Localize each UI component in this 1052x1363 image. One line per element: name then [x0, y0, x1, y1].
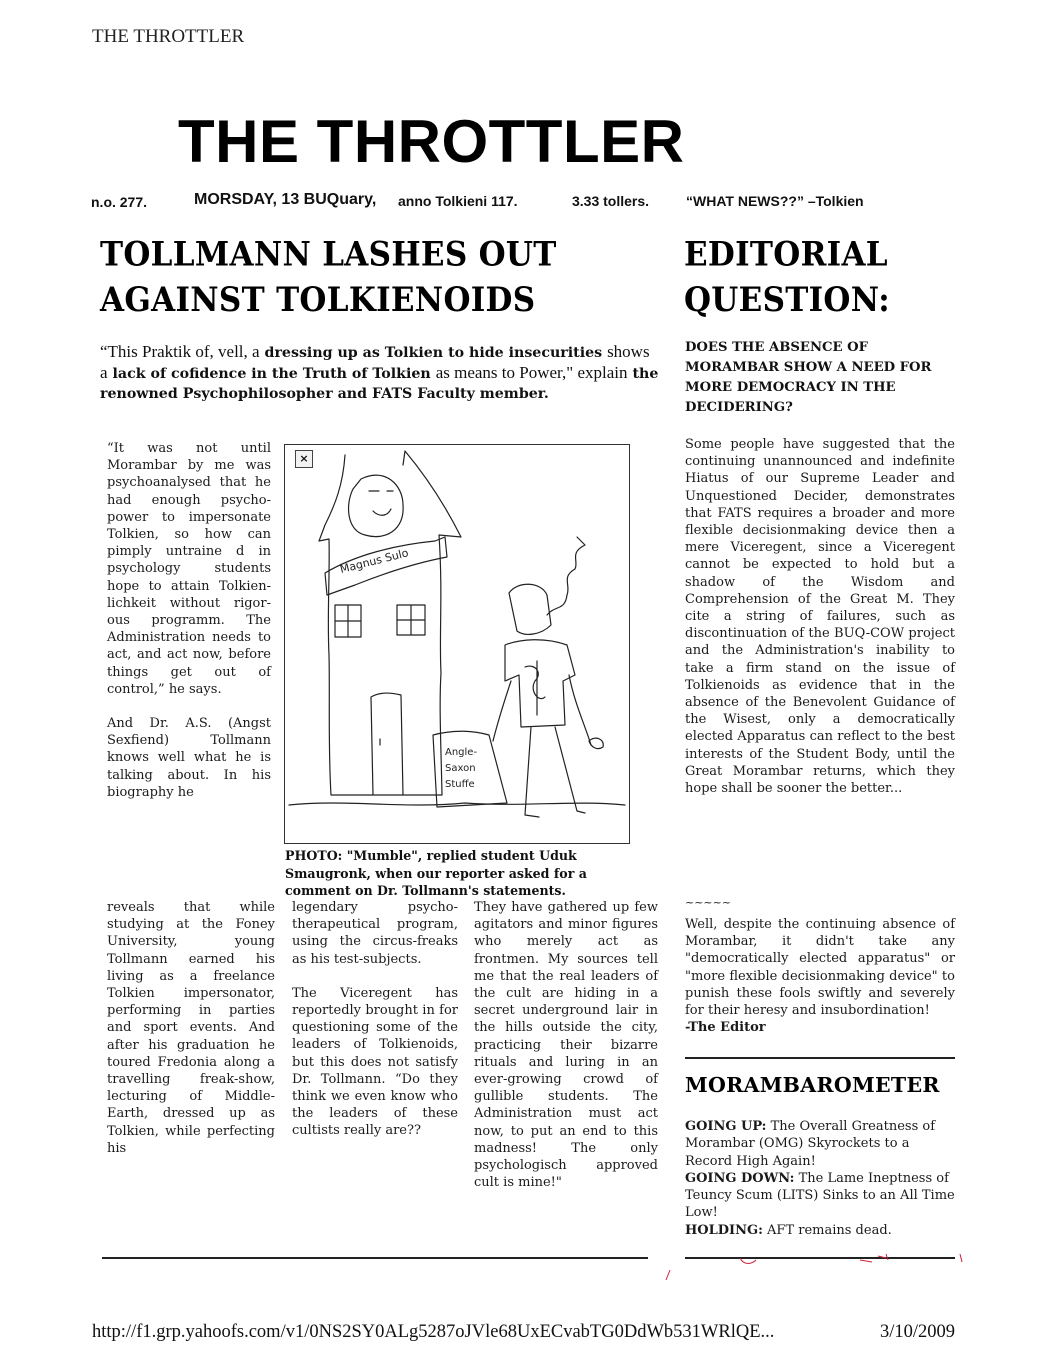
- box-text-line: Angle-: [445, 747, 478, 758]
- barometer-text: AFT remains dead.: [767, 1222, 892, 1238]
- house-door: [371, 693, 403, 795]
- close-icon[interactable]: ×: [295, 450, 313, 468]
- main-story-column-1: [107, 440, 271, 818]
- box-text-line: Saxon: [445, 763, 476, 774]
- deck-part: shows a: [100, 342, 650, 382]
- barometer-text: The Lame Ineptness of Teuncy Scum (LITS) Sinks to an All Time Low!: [685, 1170, 955, 1221]
- student-figure: [493, 584, 591, 817]
- editorial-body: Some people have suggested that the continuing unannounced and indefinite Hiatus of our Supreme Leader and Unquestioned Decider, demonstrates that FATS requires a broader and more flexible decisionmaking device then a mere Viceregent, since a Viceregent cannot be expected to hold but a shadow of the Wisdom and Comprehension of the Great M. They cite a string of failures, such as discontinuation of the BUQ-COW project and the Administration's inability to take a firm stand on the issue of Tolkienoids as evidence that in the absence of the Benevolent Guidance of the Wisest, only a democratically elected Apparatus can reflect to the best interests of the Student Body, until the Great Morambar returns, which they hope shall be sooner the better...: [685, 437, 955, 797]
- editor-response-text: Well, despite the continuing absence of Morambar, it didn't take any "democratically elected apparatus" or "more flexible decisionmaking device" to punish these fools swiftly and severely for their heresy and insubordination!: [685, 917, 955, 1019]
- barometer-item-down: [685, 1170, 960, 1222]
- main-story-bottom-column-2: [292, 899, 458, 1157]
- main-headline-line2: AGAINST TOLKIENOIDS: [100, 280, 536, 320]
- editorial-separator: ~~~~~: [685, 896, 732, 909]
- article-paragraph: “It was not until Morambar by me was psychoanalysed that he had enough psycho-power to impersonate Tolkien, so how can pimply untraine d in psychology students hope to attain Tolkien-lichkeit without rigor-ous programm. The Administration needs to act, and act now, before things get out of control,” he says.: [107, 441, 271, 697]
- photo-drawing: [284, 444, 630, 844]
- photo-caption: PHOTO: "Mumble", replied student Uduk Smaugronk, when our reporter asked for a comment on Dr. Tollmann's statements.: [285, 848, 587, 898]
- editor-response: [685, 916, 955, 1036]
- editorial-headline-line1: EDITORIAL: [684, 235, 888, 275]
- cigarette-smoke: [547, 537, 585, 615]
- article-paragraph: And Dr. A.S. (Angst Sexfiend) Tollmann knows well what he is talking about. In his biography he: [107, 716, 271, 800]
- masthead-title: THE THROTTLER: [178, 108, 685, 175]
- deck-part: the renowned Psychophilosopher and FATS Faculty member.: [100, 366, 659, 402]
- main-story-deck: [100, 342, 660, 404]
- editorial-headline: [684, 232, 984, 323]
- main-story-bottom-column-3: They have gathered up few agitators and minor figures who merely act as frontmen. My sources tell me that the real leaders of the cult are hiding in a secret underground lair in the hills outside the city, practicing their bizarre rituals and luring in an ever-growing crowd of gullible students. The Administration must act now, to put an end to this madness! The only psychologisch approved cult is mine!": [474, 900, 658, 1191]
- barometer-label: HOLDING:: [685, 1222, 763, 1238]
- editorial-question: DOES THE ABSENCE OF MORAMBAR SHOW A NEED FOR MORE DEMOCRACY IN THE DECIDERING?: [685, 340, 932, 415]
- hand-item: [589, 738, 603, 748]
- editorial-headline-line2: QUESTION:: [684, 280, 891, 320]
- article-paragraph: legendary psycho-therapeutical program, using the circus-freaks as his test-subjects.: [292, 900, 458, 967]
- article-paragraph: The Viceregent has reportedly brought in for questioning some of the leaders of Tolkienoids, but this does not satisfy Dr. Tollmann. “Do they think we even know who the leaders of these cultists really are??: [292, 985, 458, 1139]
- barometer-title: MORAMBAROMETER: [685, 1073, 940, 1097]
- issue-anno: anno Tolkieni 117.: [398, 193, 518, 209]
- footer-url: http://f1.grp.yahoofs.com/v1/0NS2SY0ALg5287oJVle68UxECvabTG0DdWb531WRlQE...: [92, 1322, 775, 1342]
- barometer-label: GOING UP:: [685, 1119, 767, 1134]
- moon-face: [349, 475, 404, 536]
- barometer-text: The Overall Greatness of Morambar (OMG) Skyrockets to a Record High Again!: [685, 1119, 936, 1169]
- footer-date: 3/10/2009: [880, 1322, 956, 1342]
- main-headline: [100, 232, 640, 323]
- deck-part: lack of cofidence in the Truth of Tolkien: [112, 366, 431, 382]
- running-head: THE THROTTLER: [92, 26, 245, 47]
- barometer-label: GOING DOWN:: [685, 1170, 795, 1186]
- barometer-item-holding: [685, 1222, 960, 1239]
- barometer-item-up: [685, 1118, 960, 1170]
- box-text-line: Stuffe: [445, 779, 475, 790]
- issue-price: 3.33 tollers.: [572, 193, 650, 209]
- editor-signature: -The Editor: [685, 1020, 766, 1036]
- barometer-list: [685, 1118, 960, 1239]
- deck-part: dressing up as Tolkien to hide insecurities: [264, 345, 603, 361]
- masthead-motto: “WHAT NEWS??” –Tolkien: [686, 193, 864, 209]
- house-roof: [319, 451, 461, 795]
- divider: [102, 1257, 648, 1259]
- deck-part: “This Praktik of, vell, a: [100, 342, 260, 361]
- house-and-student-sketch: [285, 445, 629, 843]
- divider: [685, 1057, 955, 1059]
- issue-number: n.o. 277.: [91, 194, 148, 210]
- main-story-bottom-column-1: reveals that while studying at the Foney University, young Tollmann earned his living as a freelance Tolkien impersonator, performing in parties and sport events. And after his graduation he toured Fredonia along a travelling freak-show, lecturing of Middle-Earth, dressed up as Tolkien, while perfecting his: [107, 900, 275, 1156]
- issue-date: MORSDAY, 13 BUQuary,: [194, 191, 377, 208]
- main-headline-line1: TOLLMANN LASHES OUT: [100, 235, 557, 275]
- house-banner-text: Magnus Sulo: [338, 546, 410, 576]
- red-ink-marks: [660, 1248, 980, 1288]
- deck-part: as means to Power," explain: [435, 363, 628, 382]
